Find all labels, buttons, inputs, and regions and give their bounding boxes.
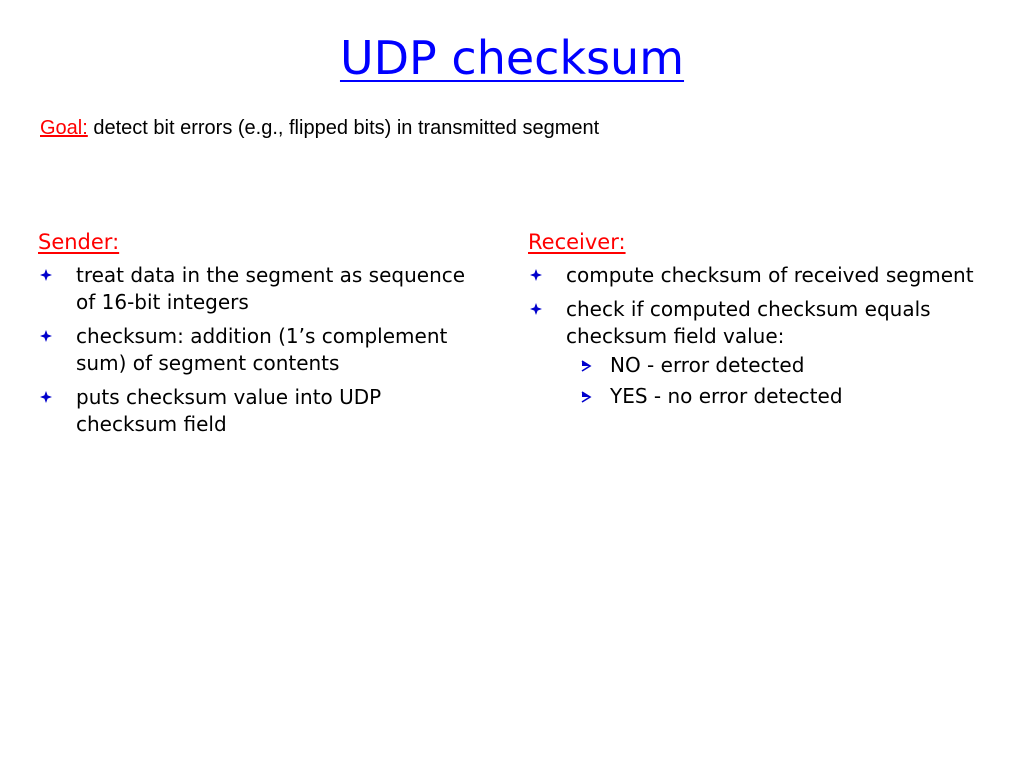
goal-line — [40, 115, 599, 141]
list-item-text: puts checksum value into UDP checksum field — [76, 385, 382, 436]
diamond-bullet-icon — [40, 391, 52, 403]
slide-title: UDP checksum — [339, 31, 685, 85]
arrow-bullet-icon — [581, 391, 592, 403]
list-item-text: checksum: addition (1’s complement sum) of segment contents — [76, 324, 448, 375]
receiver-column — [528, 228, 998, 419]
diamond-bullet-icon — [530, 269, 542, 281]
list-item-text: compute checksum of received segment — [566, 263, 974, 287]
list-item — [38, 323, 478, 377]
arrow-bullet-icon — [581, 360, 592, 372]
sender-column — [38, 228, 478, 445]
sender-heading: Sender: — [38, 230, 120, 254]
list-item-text: treat data in the segment as sequence of 16-bit integers — [76, 263, 466, 314]
receiver-sublist — [566, 350, 998, 412]
diamond-bullet-icon — [530, 303, 542, 315]
goal-label: Goal: — [40, 117, 88, 139]
sender-list — [38, 262, 478, 438]
list-item — [528, 262, 998, 289]
sub-list-item-text: YES - no error detected — [610, 384, 843, 408]
list-item — [528, 296, 998, 412]
diamond-bullet-icon — [40, 330, 52, 342]
diamond-bullet-icon — [40, 269, 52, 281]
sub-list-item — [566, 350, 998, 381]
list-item-text: check if computed checksum equals checksum field value: — [566, 297, 931, 348]
goal-text: detect bit errors (e.g., flipped bits) in transmitted segment — [87, 117, 600, 139]
sub-list-item-text: NO - error detected — [610, 353, 805, 377]
list-item — [38, 262, 478, 316]
list-item — [38, 384, 478, 438]
sub-list-item — [566, 381, 998, 412]
receiver-list — [528, 262, 998, 412]
receiver-heading: Receiver: — [528, 230, 626, 254]
